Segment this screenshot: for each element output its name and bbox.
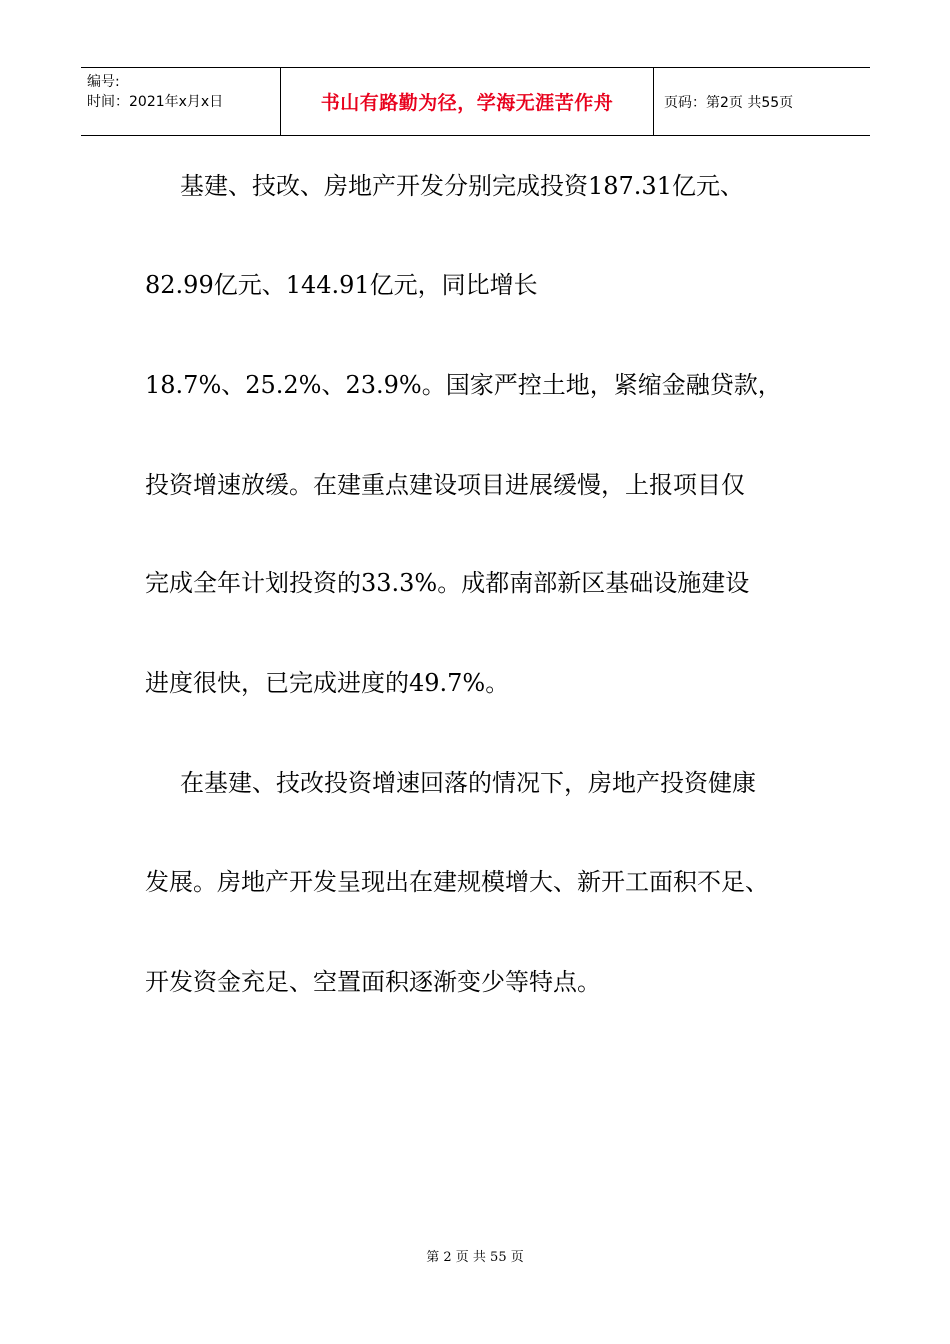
paragraph-line: 基建、技改、房地产开发分别完成投资187.31亿元、 — [180, 172, 744, 200]
paragraph-line: 完成全年计划投资的33.3%。成都南部新区基础设施建设 — [145, 569, 750, 597]
header-motto: 书山有路勤为径，学海无涯苦作舟 — [281, 68, 654, 135]
paragraph-line: 开发资金充足、空置面积逐渐变少等特点。 — [145, 968, 601, 996]
paragraph-line: 进度很快，已完成进度的49.7%。 — [145, 669, 510, 697]
document-number-label: 编号: — [87, 74, 120, 90]
paragraph-line: 82.99亿元、144.91亿元，同比增长 — [145, 271, 538, 299]
header-page-info: 页码：第2页 共55页 — [664, 94, 794, 111]
header-meta — [81, 68, 281, 135]
document-time-label: 时间：2021年x月x日 — [87, 94, 224, 110]
paragraph-line: 在基建、技改投资增速回落的情况下，房地产投资健康 — [180, 769, 756, 797]
paragraph-line: 18.7%、25.2%、23.9%。国家严控土地，紧缩金融贷款， — [145, 371, 782, 399]
paragraph-line: 投资增速放缓。在建重点建设项目进展缓慢，上报项目仅 — [145, 471, 745, 499]
page-footer: 第 2 页 共 55 页 — [426, 1250, 524, 1265]
page-header — [81, 67, 870, 136]
paragraph-line: 发展。房地产开发呈现出在建规模增大、新开工面积不足、 — [145, 868, 769, 896]
